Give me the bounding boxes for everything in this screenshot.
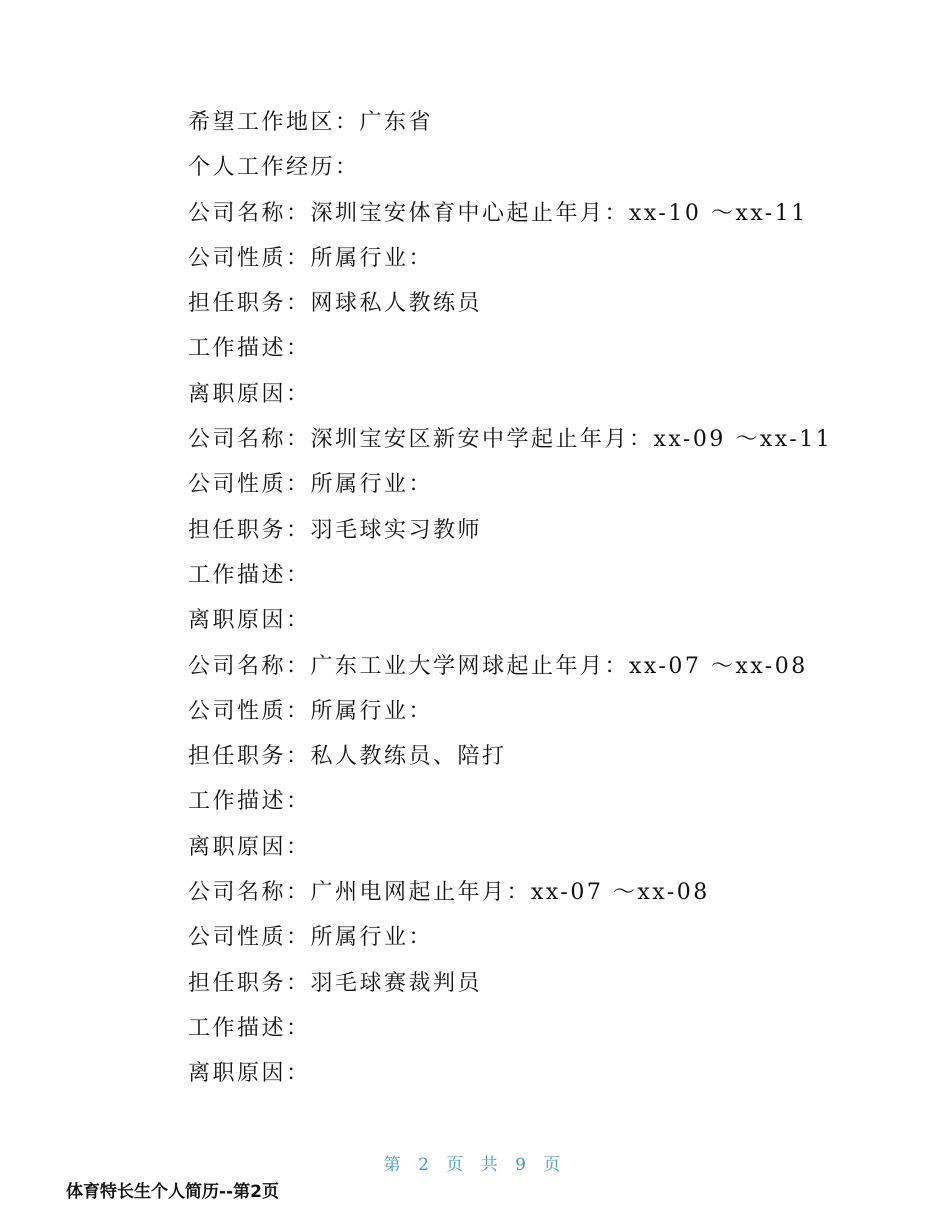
company-1-name-line: 公司名称：深圳宝安体育中心起止年月：xx-10 ～xx-11 bbox=[188, 200, 808, 226]
company-1-leave-reason-line: 离职原因： bbox=[188, 381, 311, 407]
document-footer-title: 体育特长生个人简历--第2页 bbox=[66, 1182, 279, 1202]
company-3-position-line: 担任职务：私人教练员、陪打 bbox=[188, 744, 507, 770]
company-4-name-line: 公司名称：广州电网起止年月：xx-07 ～xx-08 bbox=[188, 880, 710, 906]
company-3-leave-reason-line: 离职原因： bbox=[188, 834, 311, 860]
company-1-description-line: 工作描述： bbox=[188, 336, 311, 362]
company-2-description-line: 工作描述： bbox=[188, 562, 311, 588]
company-4-leave-reason-line: 离职原因： bbox=[188, 1061, 311, 1087]
company-1-nature-line: 公司性质：所属行业： bbox=[188, 245, 434, 271]
company-3-nature-line: 公司性质：所属行业： bbox=[188, 698, 434, 724]
page-indicator: 第 2 页 共 9 页 bbox=[383, 1155, 567, 1175]
company-3-name-line: 公司名称：广东工业大学网球起止年月：xx-07 ～xx-08 bbox=[188, 653, 808, 679]
company-4-description-line: 工作描述： bbox=[188, 1015, 311, 1041]
work-region-line: 希望工作地区：广东省 bbox=[188, 110, 434, 135]
company-2-leave-reason-line: 离职原因： bbox=[188, 608, 311, 634]
company-4-nature-line: 公司性质：所属行业： bbox=[188, 925, 434, 951]
document-body bbox=[188, 103, 868, 1100]
company-1-position-line: 担任职务：网球私人教练员 bbox=[188, 291, 483, 317]
company-4-position-line: 担任职务：羽毛球赛裁判员 bbox=[188, 970, 483, 996]
company-2-position-line: 担任职务：羽毛球实习教师 bbox=[188, 517, 483, 543]
company-2-nature-line: 公司性质：所属行业： bbox=[188, 472, 434, 498]
work-history-heading: 个人工作经历： bbox=[188, 155, 360, 181]
company-2-name-line: 公司名称：深圳宝安区新安中学起止年月：xx-09 ～xx-11 bbox=[188, 427, 833, 453]
company-3-description-line: 工作描述： bbox=[188, 789, 311, 815]
